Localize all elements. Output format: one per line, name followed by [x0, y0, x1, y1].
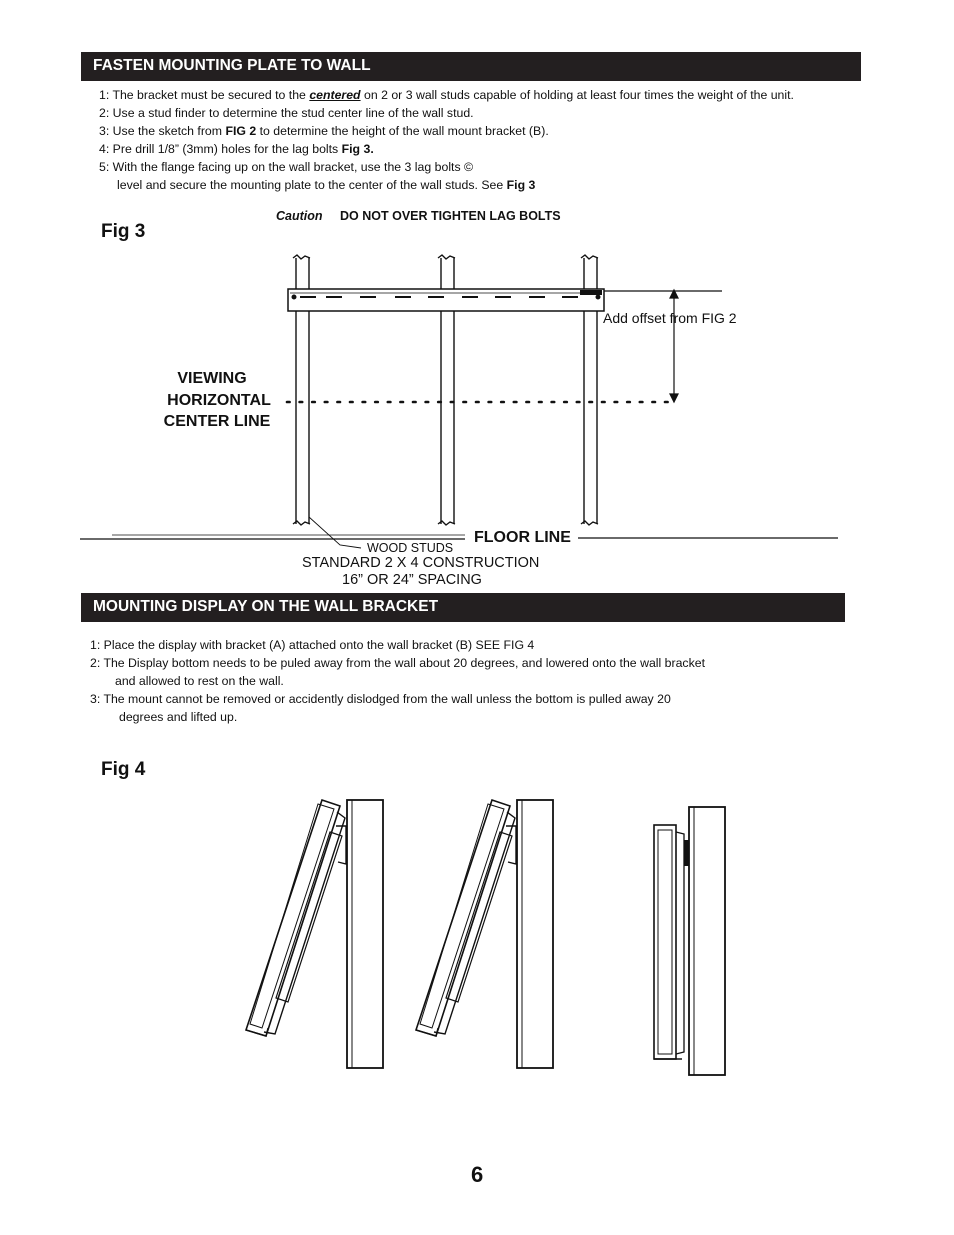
construction-label: STANDARD 2 X 4 CONSTRUCTION	[302, 555, 540, 571]
fasten-step-3: 3: Use the sketch from FIG 2 to determine the height of the wall mount bracket (B).	[99, 124, 549, 138]
fig3-label: Fig 3	[101, 221, 146, 242]
fasten-step-4: 4: Pre drill 1/8” (3mm) holes for the lag bolts Fig 3.	[99, 142, 374, 156]
mounting-step-2: 2: The Display bottom needs to be puled away from the wall about 20 degrees, and lowered onto the wall bracket	[90, 656, 705, 670]
floor-line-label: FLOOR LINE	[474, 529, 571, 546]
fasten-step-5-cont: level and secure the mounting plate to the center of the wall studs. See Fig 3	[117, 178, 536, 192]
viewing-label-line3: CENTER LINE	[163, 413, 271, 430]
fig4-step3	[654, 807, 725, 1075]
fasten-step-5: 5: With the flange facing up on the wall bracket, use the 3 lag bolts ©	[99, 160, 474, 174]
wood-studs-label: WOOD STUDS	[367, 541, 454, 555]
fig4-step1	[246, 800, 383, 1068]
mounting-step-3-cont: degrees and lifted up.	[119, 710, 238, 724]
viewing-label-line1: VIEWING	[177, 370, 247, 387]
mounting-step-2-cont: and allowed to rest on the wall.	[115, 674, 284, 688]
page-number: 6	[471, 1162, 484, 1187]
fig4-label: Fig 4	[101, 759, 146, 780]
fasten-step-1: 1: The bracket must be secured to the centered on 2 or 3 wall studs capable of holding at least four times the weight of the unit.	[99, 88, 794, 102]
mounting-step-1: 1: Place the display with bracket (A) attached onto the wall bracket (B) SEE FIG 4	[90, 638, 535, 652]
fig4-step2	[416, 800, 553, 1068]
spacing-label: 16” OR 24” SPACING	[342, 572, 482, 588]
caution-label: Caution	[276, 209, 323, 223]
fasten-step-2: 2: Use a stud finder to determine the stud center line of the wall stud.	[99, 106, 474, 120]
mounting-step-3: 3: The mount cannot be removed or accidently dislodged from the wall unless the bottom is pulled away 20	[90, 692, 671, 706]
caution-text: DO NOT OVER TIGHTEN LAG BOLTS	[340, 209, 561, 223]
offset-note: Add offset from FIG 2	[603, 310, 737, 326]
section-header-fasten: FASTEN MOUNTING PLATE TO WALL	[81, 52, 861, 81]
viewing-label-line2: HORIZONTAL	[167, 391, 271, 409]
section-header-mounting: MOUNTING DISPLAY ON THE WALL BRACKET	[81, 593, 845, 622]
